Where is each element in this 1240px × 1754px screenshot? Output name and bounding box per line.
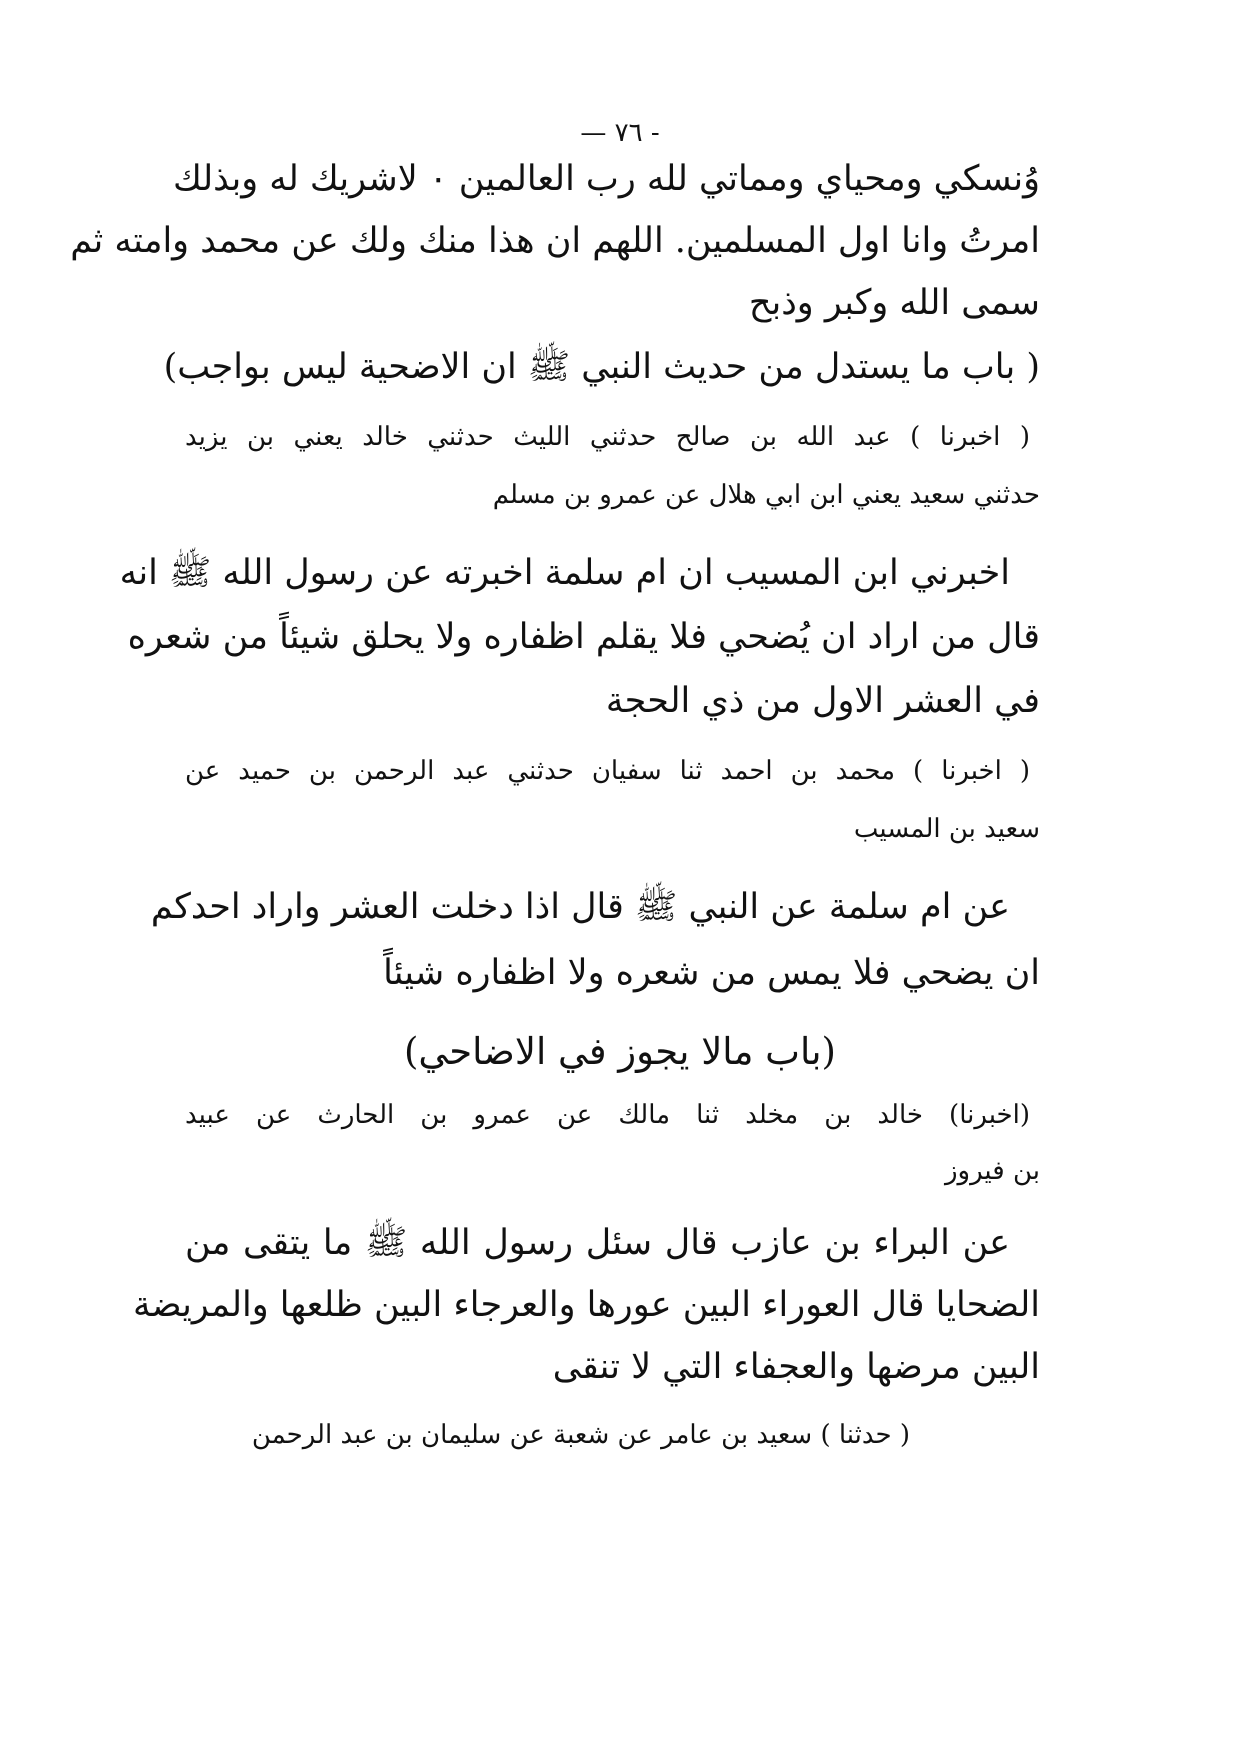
hadith-line: في العشر الاول من ذي الحجة: [605, 681, 1040, 721]
isnad-line: ( اخبرنا ) عبد الله بن صالح حدثني الليث حدثني خالد يعني بن يزيد: [185, 422, 1030, 452]
isnad-line: ( اخبرنا ) محمد بن احمد ثنا سفيان حدثني عبد الرحمن بن حميد عن: [185, 756, 1030, 786]
hadith-line: عن ام سلمة عن النبي ﷺ قال اذا دخلت العشر واراد احدكم: [150, 887, 1010, 927]
section-heading: ( باب ما يستدل من حديث النبي ﷺ ان الاضحية ليس بواجب): [163, 347, 1040, 387]
text-line: سمى الله وكبر وذبح: [748, 283, 1040, 323]
chapter-heading: (باب مالا يجوز في الاضاحي): [404, 1030, 836, 1073]
text-line: وُنسكي ومحياي ومماتي لله رب العالمين ۰ لاشريك له وبذلك: [173, 159, 1040, 199]
isnad-line: سعيد بن المسيب: [853, 814, 1040, 844]
text-line: امرتُ وانا اول المسلمين. اللهم ان هذا منك ولك عن محمد وامته ثم: [70, 221, 1040, 261]
hadith-line: عن البراء بن عازب قال سئل رسول الله ﷺ ما يتقى من: [185, 1223, 1010, 1263]
hadith-line: البين مرضها والعجفاء التي لا تنقى: [552, 1347, 1040, 1387]
page-number: — ٧٦ -: [580, 118, 660, 148]
hadith-line: اخبرني ابن المسيب ان ام سلمة اخبرته عن رسول الله ﷺ انه: [119, 553, 1010, 593]
isnad-line: حدثني سعيد يعني ابن ابي هلال عن عمرو بن مسلم: [492, 480, 1040, 510]
hadith-line: الضحايا قال العوراء البين عورها والعرجاء البين ظلعها والمريضة: [132, 1285, 1040, 1325]
isnad-line: (اخبرنا) خالد بن مخلد ثنا مالك عن عمرو بن الحارث عن عبيد: [185, 1100, 1030, 1130]
hadith-line: ان يضحي فلا يمس من شعره ولا اظفاره شيئاً: [383, 953, 1040, 993]
isnad-line: ( حدثنا ) سعيد بن عامر عن شعبة عن سليمان بن عبد الرحمن: [251, 1420, 910, 1450]
hadith-line: قال من اراد ان يُضحي فلا يقلم اظفاره ولا يحلق شيئاً من شعره: [127, 617, 1040, 657]
isnad-line: بن فيروز: [944, 1156, 1040, 1186]
